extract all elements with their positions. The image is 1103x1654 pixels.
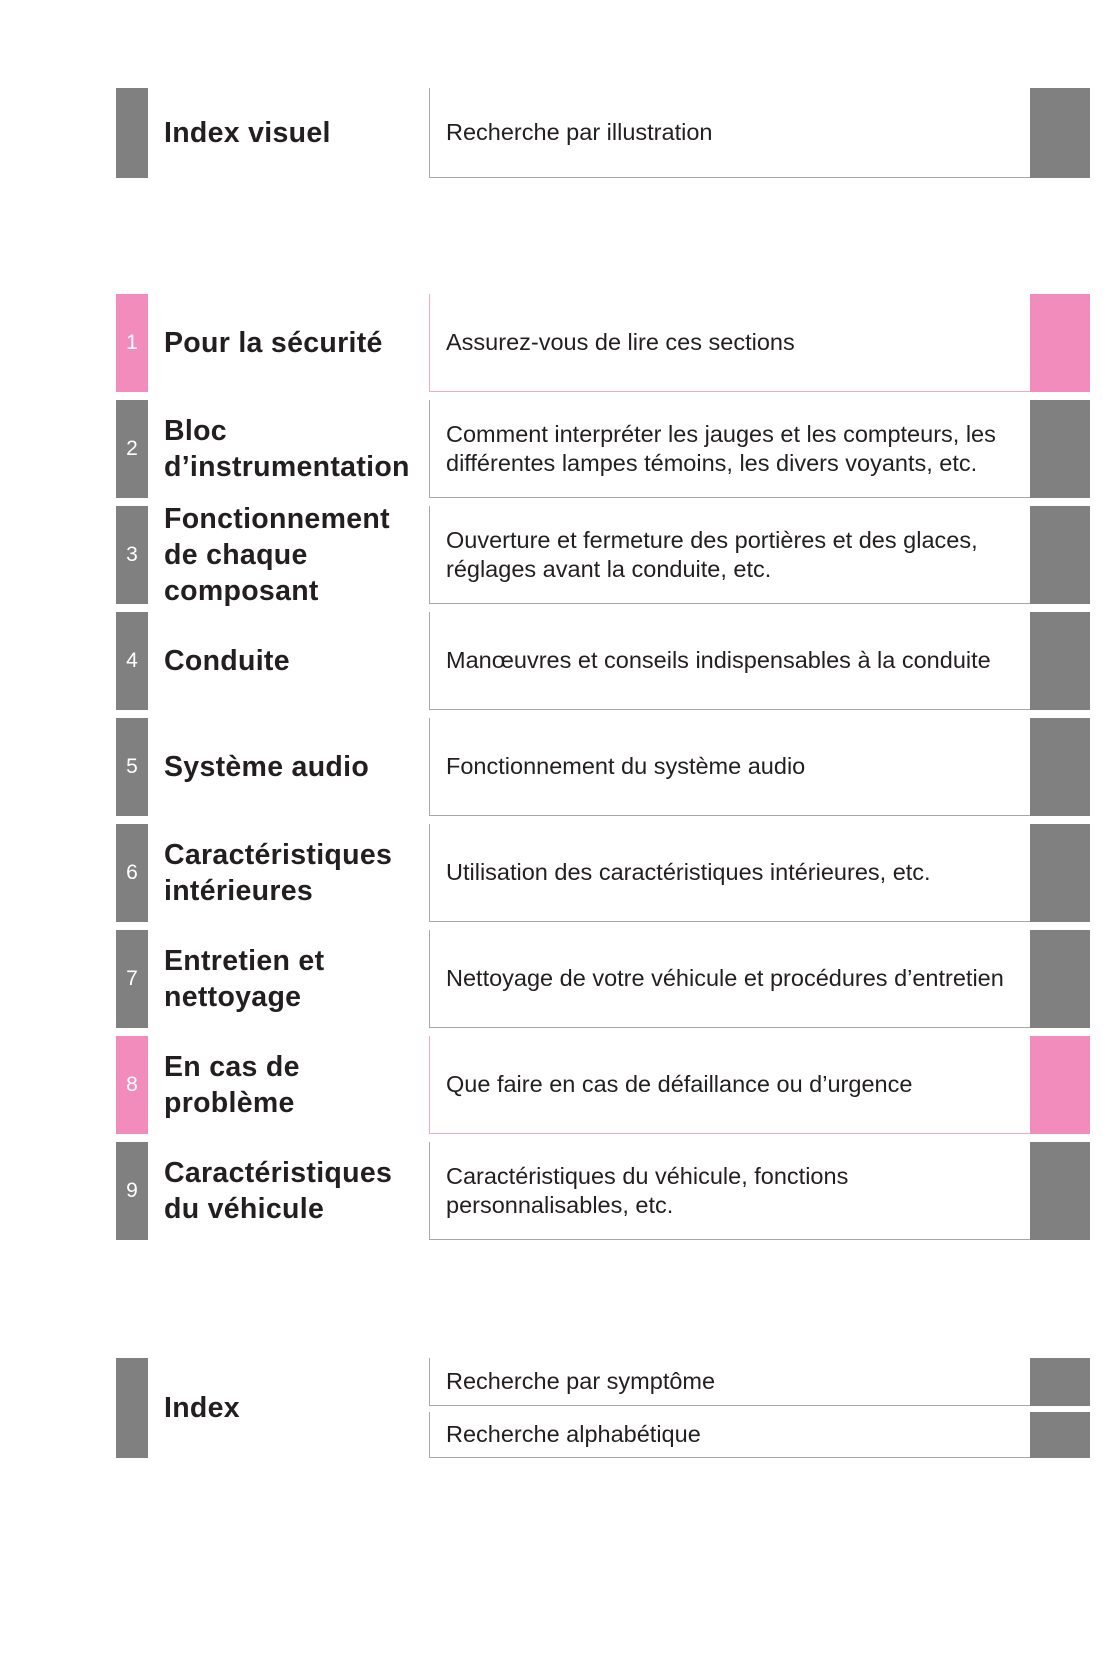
index-edge-tab bbox=[1030, 1412, 1090, 1458]
chapter-edge-tab bbox=[1030, 824, 1090, 922]
chapter-edge-tab bbox=[1030, 294, 1090, 392]
chapter-title: Système audio bbox=[164, 751, 370, 783]
chapter-number: 6 bbox=[116, 824, 148, 922]
chapter-number: 4 bbox=[116, 612, 148, 710]
index-edge-tab bbox=[1030, 1358, 1090, 1406]
index-title: Index bbox=[164, 1392, 240, 1424]
chapter-title: En cas de problème bbox=[164, 1051, 300, 1119]
index-row bbox=[116, 1358, 1090, 1458]
chapter-title: Pour la sécurité bbox=[164, 327, 383, 359]
chapter-title: Fonctionnement de chaque composant bbox=[164, 503, 390, 607]
chapter-row-3[interactable] bbox=[116, 503, 1090, 607]
chapter-number: 9 bbox=[116, 1142, 148, 1240]
index-tab bbox=[116, 1358, 148, 1458]
visual-index-title: Index visuel bbox=[164, 117, 331, 149]
chapter-edge-tab bbox=[1030, 930, 1090, 1028]
chapter-row-5[interactable] bbox=[116, 718, 1090, 816]
index-item-label: Recherche par symptôme bbox=[429, 1358, 1030, 1406]
visual-index-edge-tab bbox=[1030, 88, 1090, 178]
chapter-row-6[interactable] bbox=[116, 824, 1090, 922]
chapter-edge-tab bbox=[1030, 718, 1090, 816]
index-item-symptom[interactable] bbox=[429, 1358, 1090, 1406]
chapter-description: Manœuvres et conseils indispensables à la conduite bbox=[429, 612, 1030, 710]
chapter-description: Fonctionnement du système audio bbox=[429, 718, 1030, 816]
chapter-edge-tab bbox=[1030, 506, 1090, 604]
chapter-row-7[interactable] bbox=[116, 930, 1090, 1028]
chapter-edge-tab bbox=[1030, 612, 1090, 710]
chapter-title: Entretien et nettoyage bbox=[164, 945, 325, 1013]
chapter-row-1[interactable] bbox=[116, 294, 1090, 392]
chapter-edge-tab bbox=[1030, 400, 1090, 498]
chapter-row-2[interactable] bbox=[116, 400, 1090, 498]
index-item-alphabetical[interactable] bbox=[429, 1412, 1090, 1458]
visual-index-row[interactable] bbox=[116, 88, 1090, 178]
index-item-label: Recherche alphabétique bbox=[429, 1412, 1030, 1458]
chapter-number: 1 bbox=[116, 294, 148, 392]
chapter-title: Bloc d’instrumentation bbox=[164, 415, 410, 483]
chapter-description: Que faire en cas de défaillance ou d’urgence bbox=[429, 1036, 1030, 1134]
chapter-edge-tab bbox=[1030, 1142, 1090, 1240]
visual-index-tab bbox=[116, 88, 148, 178]
chapter-number: 5 bbox=[116, 718, 148, 816]
chapter-title: Caractéristiques du véhicule bbox=[164, 1157, 393, 1225]
chapter-number: 8 bbox=[116, 1036, 148, 1134]
chapter-row-4[interactable] bbox=[116, 612, 1090, 710]
chapter-description: Utilisation des caractéristiques intérieures, etc. bbox=[429, 824, 1030, 922]
chapter-description: Comment interpréter les jauges et les compteurs, les différentes lampes témoins, les divers voyants, etc. bbox=[429, 400, 1030, 498]
chapter-edge-tab bbox=[1030, 1036, 1090, 1134]
chapter-number: 2 bbox=[116, 400, 148, 498]
visual-index-description: Recherche par illustration bbox=[429, 88, 1030, 178]
chapter-description: Assurez-vous de lire ces sections bbox=[429, 294, 1030, 392]
chapter-title: Conduite bbox=[164, 645, 290, 677]
chapter-description: Ouverture et fermeture des portières et des glaces, réglages avant la conduite, etc. bbox=[429, 506, 1030, 604]
chapter-row-9[interactable] bbox=[116, 1142, 1090, 1240]
chapter-description: Nettoyage de votre véhicule et procédures d’entretien bbox=[429, 930, 1030, 1028]
chapter-number: 3 bbox=[116, 506, 148, 604]
chapter-number: 7 bbox=[116, 930, 148, 1028]
chapter-title: Caractéristiques intérieures bbox=[164, 839, 393, 907]
chapter-row-8[interactable] bbox=[116, 1036, 1090, 1134]
index-descriptions bbox=[429, 1358, 1090, 1458]
chapter-description: Caractéristiques du véhicule, fonctions personnalisables, etc. bbox=[429, 1142, 1030, 1240]
